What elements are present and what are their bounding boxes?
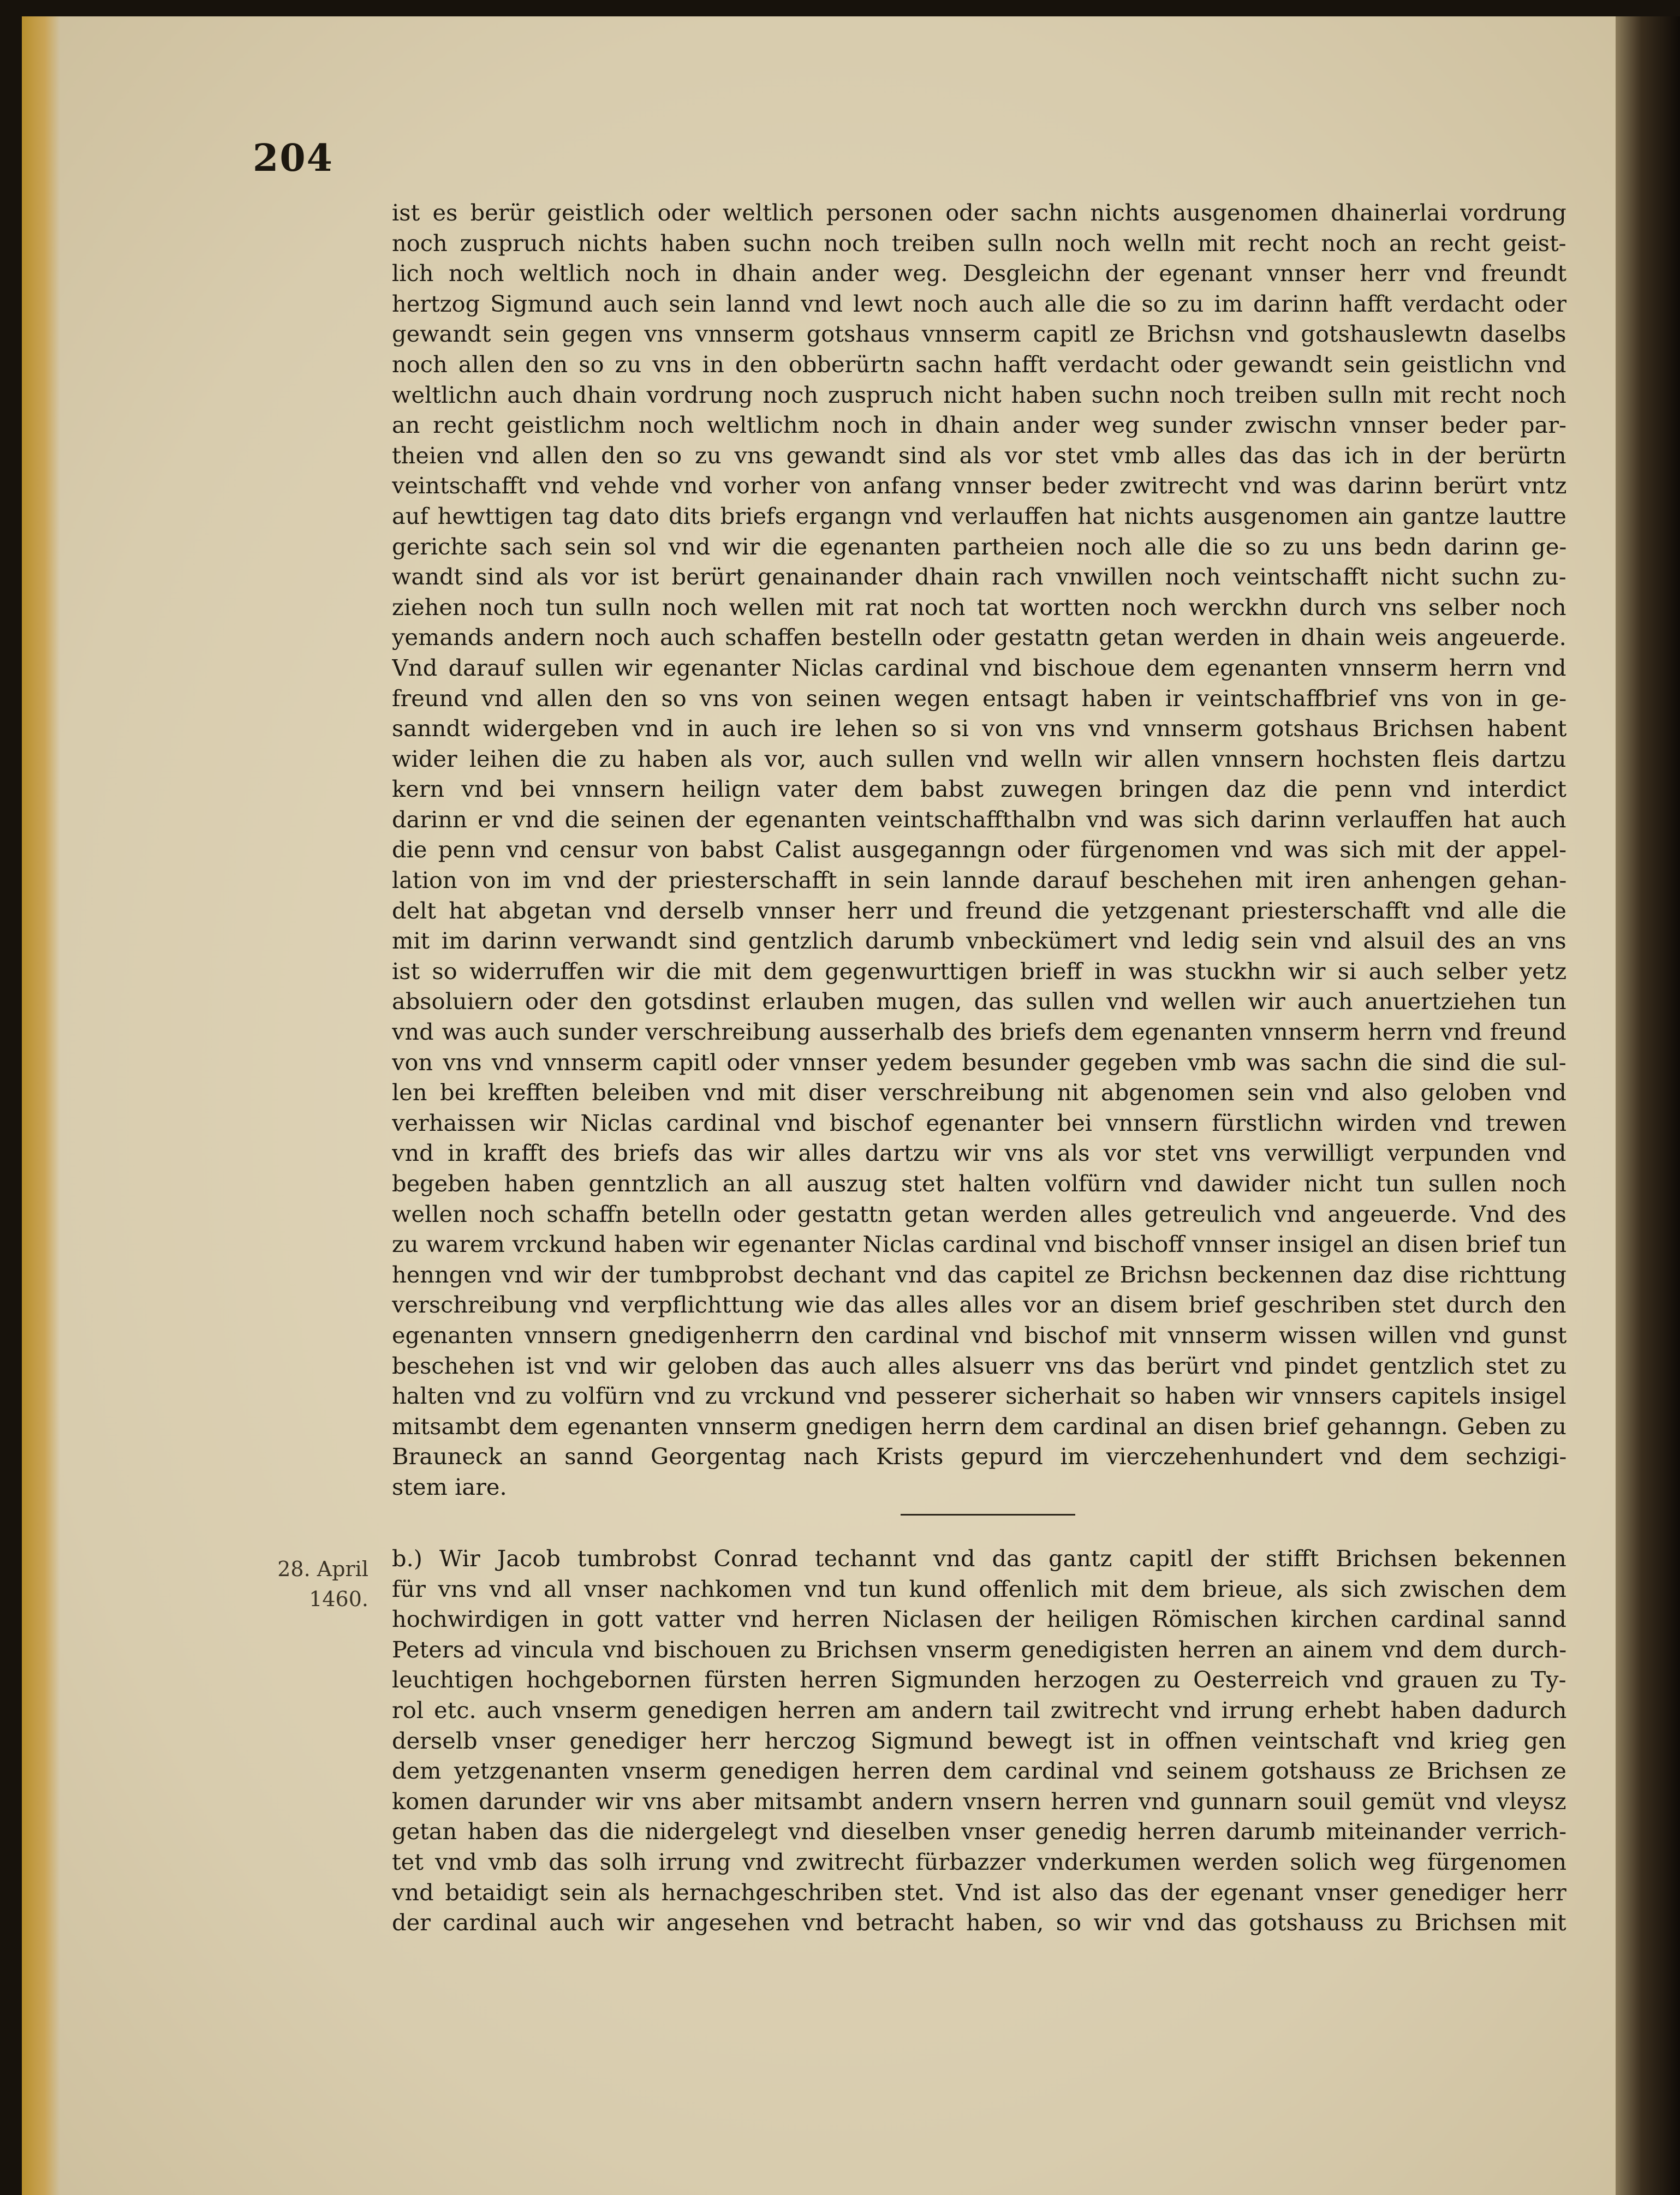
text-line: verschreibung vnd verpflichttung wie das alles alles vor an disem brief geschriben stet durch den <box>392 1291 1566 1319</box>
text-line: halten vnd zu volfürn vnd zu vrckund vnd pesserer sicherhait so haben wir vnnsers capitels insigel <box>392 1382 1566 1410</box>
body-text-block-2 <box>392 1543 1566 1938</box>
text-line: an recht geistlichm noch weltlichm noch in dhain ander weg sunder zwischn vnnser beder par- <box>392 411 1566 439</box>
text-line: darinn er vnd die seinen der egenanten veintschaffthalbn vnd was sich darinn verlauffen hat auch <box>392 806 1566 833</box>
text-line: wandt sind als vor ist berürt genainander dhain rach vnwillen noch veintschafft nicht suchn zu- <box>392 563 1566 590</box>
text-line: kern vnd bei vnnsern heilign vater dem babst zuwegen bringen daz die penn vnd interdict <box>392 776 1566 803</box>
text-line: der cardinal auch wir angesehen vnd betracht haben, so wir vnd das gotshauss zu Brichsen mit <box>392 1909 1566 1936</box>
text-line: komen darunder wir vns aber mitsambt andern vnsern herren vnd gunnarn souil gemüt vnd vleysz <box>392 1787 1566 1815</box>
text-line: dem yetzgenanten vnserm genedigen herren dem cardinal vnd seinem gotshauss ze Brichsen ze <box>392 1757 1566 1785</box>
text-line: b.) Wir Jacob tumbrobst Conrad techannt vnd das gantz capitl der stifft Brichsen bekennen <box>392 1545 1566 1572</box>
text-line: len bei krefften beleiben vnd mit diser verschreibung nit abgenomen sein vnd also geloben vnd <box>392 1079 1566 1106</box>
text-line: Peters ad vincula vnd bischouen zu Brichsen vnserm genedigisten herren an ainem vnd dem durch- <box>392 1636 1566 1663</box>
text-line: Vnd darauf sullen wir egenanter Niclas cardinal vnd bischoue dem egenanten vnnserm herrn vnd <box>392 654 1566 681</box>
text-line: begeben haben genntzlich an all auszug stet halten volfürn vnd dawider nicht tun sullen noch <box>392 1170 1566 1197</box>
margin-year: 1460. <box>309 1587 368 1611</box>
page-number: 204 <box>253 136 333 180</box>
text-line: mitsambt dem egenanten vnnserm gnedigen herrn dem cardinal an disen brief gehanngn. Geben zu <box>392 1412 1566 1440</box>
text-line: lation von im vnd der priesterschafft in sein lannde darauf beschehen mit iren anhengen gehan- <box>392 867 1566 894</box>
page-edge <box>22 16 60 2195</box>
text-line: vnd was auch sunder verschreibung ausserhalb des briefs dem egenanten vnnserm herrn vnd freund <box>392 1018 1566 1046</box>
text-line: vnd in krafft des briefs das wir alles dartzu wir vns als vor stet vns verwilligt verpunden vnd <box>392 1140 1566 1167</box>
text-line: delt hat abgetan vnd derselb vnnser herr und freund die yetzgenant priesterschafft vnd alle die <box>392 897 1566 924</box>
text-line: noch zuspruch nichts haben suchn noch treiben sulln noch welln mit recht noch an recht geist- <box>392 229 1566 257</box>
text-line: rol etc. auch vnserm genedigen herren am andern tail zwitrecht vnd irrung erhebt haben dadurch <box>392 1696 1566 1723</box>
text-line: beschehen ist vnd wir geloben das auch alles alsuerr vns das berürt vnd pindet gentzlich stet zu <box>392 1352 1566 1379</box>
text-line: auf hewttigen tag dato dits briefs ergangn vnd verlauffen hat nichts ausgenomen ain gantze lauttre <box>392 502 1566 529</box>
text-line: tet vnd vmb das solh irrung vnd zwitrecht fürbazzer vnderkumen werden solich weg fürgenomen <box>392 1848 1566 1875</box>
text-line: gerichte sach sein sol vnd wir die egenanten partheien noch alle die so zu uns bedn darinn ge- <box>392 533 1566 560</box>
text-line: zu warem vrckund haben wir egenanter Niclas cardinal vnd bischoff vnnser insigel an disen brief tun <box>392 1231 1566 1258</box>
margin-date: 28. April <box>277 1557 368 1581</box>
text-line: hochwirdigen in gott vatter vnd herren Niclasen der heiligen Römischen kirchen cardinal sannd <box>392 1606 1566 1633</box>
text-line: wider leihen die zu haben als vor, auch sullen vnd welln wir allen vnnsern hochsten fleis dartzu <box>392 745 1566 772</box>
text-line: wellen noch schaffn betelln oder gestattn getan werden alles getreulich vnd angeuerde. Vnd des <box>392 1200 1566 1227</box>
text-line: derselb vnser genediger herr herczog Sigmund bewegt ist in offnen veintschaft vnd krieg gen <box>392 1727 1566 1754</box>
text-line: hertzog Sigmund auch sein lannd vnd lewt noch auch alle die so zu im darinn hafft verdacht oder <box>392 290 1566 317</box>
text-line: ziehen noch tun sulln noch wellen mit rat noch tat wortten noch werckhn durch vns selber noch <box>392 593 1566 621</box>
text-line: leuchtigen hochgebornen fürsten herren Sigmunden herzogen zu Oesterreich vnd grauen zu Ty- <box>392 1666 1566 1693</box>
text-line: vnd betaidigt sein als hernachgeschriben stet. Vnd ist also das der egenant vnser genediger herr <box>392 1878 1566 1906</box>
text-line: verhaissen wir Niclas cardinal vnd bischof egenanter bei vnnsern fürstlichn wirden vnd trewen <box>392 1109 1566 1136</box>
text-line: von vns vnd vnnserm capitl oder vnnser yedem besunder gegeben vmb was sachn die sind die sul- <box>392 1048 1566 1076</box>
text-line: freund vnd allen den so vns von seinen wegen entsagt haben ir veintschaffbrief vns von in ge- <box>392 684 1566 712</box>
body-text-block-1 <box>392 198 1566 1502</box>
text-line: stem iare. <box>392 1473 507 1500</box>
text-line: lich noch weltlich noch in dhain ander weg. Desgleichn der egenant vnnser herr vnd freundt <box>392 260 1566 287</box>
text-line: yemands andern noch auch schaffen bestelln oder gestattn getan werden in dhain weis angeuerde. <box>392 624 1566 651</box>
text-line: mit im darinn verwandt sind gentzlich darumb vnbeckümert vnd ledig sein vnd alsuil des an vns <box>392 927 1566 955</box>
section-divider <box>901 1514 1075 1516</box>
text-line: sanndt widergeben vnd in auch ire lehen so si von vns vnd vnnserm gotshaus Brichsen habent <box>392 715 1566 742</box>
text-line: theien vnd allen den so zu vns gewandt sind als vor stet vmb alles das das ich in der berürtn <box>392 442 1566 469</box>
text-line: absoluiern oder den gotsdinst erlauben mugen, das sullen vnd wellen wir auch anuertziehen tun <box>392 988 1566 1015</box>
book-gutter <box>1616 16 1680 2195</box>
text-line: weltlichn auch dhain vordrung noch zuspruch nicht haben suchn noch treiben sulln mit recht noch <box>392 381 1566 408</box>
text-line: getan haben das die nidergelegt vnd dieselben vnser genedig herren darumb miteinander verrich- <box>392 1818 1566 1845</box>
text-line: veintschafft vnd vehde vnd vorher von anfang vnnser beder zwitrecht vnd was darinn berürt vntz <box>392 472 1566 499</box>
text-line: ist so widerruffen wir die mit dem gegenwurttigen brieff in was stuckhn wir si auch selber yetz <box>392 957 1566 985</box>
text-line: henngen vnd wir der tumbprobst dechant vnd das capitel ze Brichsn beckennen daz dise richttung <box>392 1261 1566 1288</box>
text-line: egenanten vnnsern gnedigenherrn den cardinal vnd bischof mit vnnserm wissen willen vnd gunst <box>392 1321 1566 1349</box>
text-line: die penn vnd censur von babst Calist ausgeganngn oder fürgenomen vnd was sich mit der appel- <box>392 836 1566 863</box>
text-line: für vns vnd all vnser nachkomen vnd tun kund offenlich mit dem brieue, als sich zwischen dem <box>392 1575 1566 1602</box>
text-line: gewandt sein gegen vns vnnserm gotshaus vnnserm capitl ze Brichsn vnd gotshauslewtn daselbs <box>392 320 1566 348</box>
text-line: ist es berür geistlich oder weltlich personen oder sachn nichts ausgenomen dhainerlai vordrung <box>392 199 1566 226</box>
margin-date-note <box>270 1554 368 1614</box>
text-line: Brauneck an sannd Georgentag nach Krists gepurd im vierczehenhundert vnd dem sechzigi- <box>392 1443 1566 1470</box>
text-line: noch allen den so zu vns in den obberürtn sachn hafft verdacht oder gewandt sein geistlichn vnd <box>392 350 1566 378</box>
